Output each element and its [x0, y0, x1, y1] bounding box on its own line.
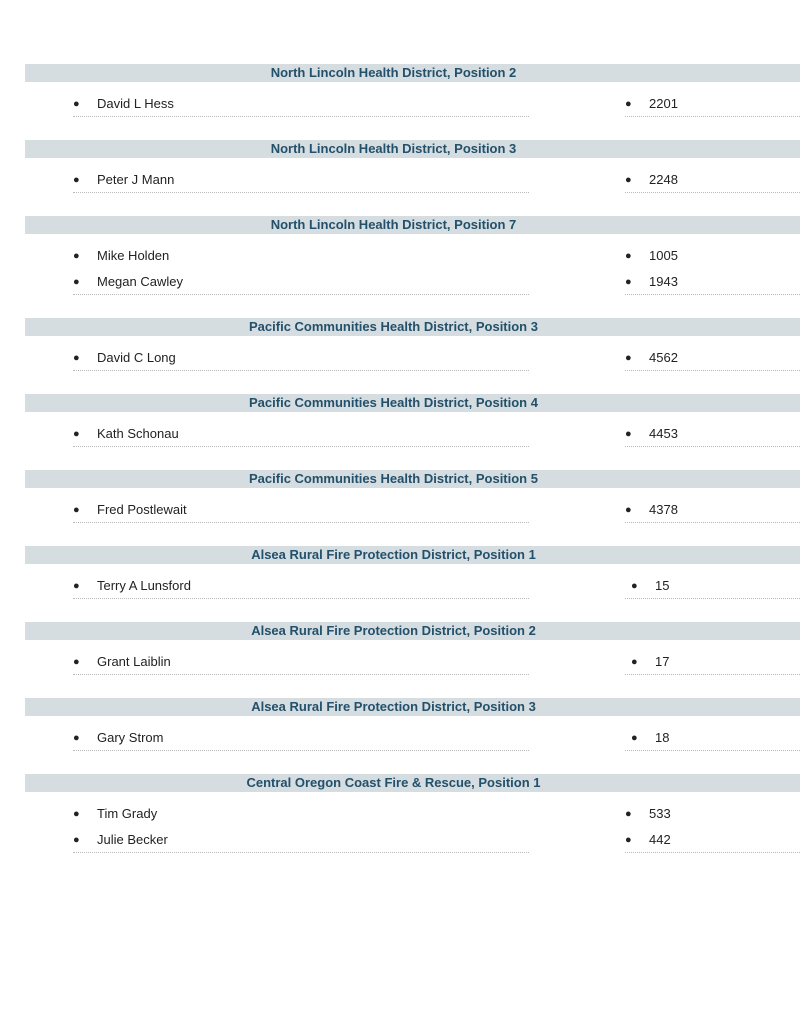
contest-title: North Lincoln Health District, Position 3	[25, 140, 800, 158]
vote-count: 1005	[649, 248, 678, 263]
vote-count-cell	[625, 649, 800, 675]
vote-count: 15	[655, 578, 670, 593]
vote-count: 4453	[649, 426, 678, 441]
candidate-name: Mike Holden	[97, 248, 170, 263]
candidate-name-cell	[73, 421, 529, 447]
vote-count-cell	[625, 573, 800, 599]
candidate-row	[25, 91, 800, 117]
contest-title: Pacific Communities Health District, Position 5	[25, 470, 800, 488]
contest-section	[25, 140, 800, 193]
bullet-icon: ●	[625, 174, 632, 186]
candidate-name: Peter J Mann	[97, 172, 175, 187]
candidate-name-cell	[73, 167, 529, 193]
vote-count-cell	[625, 421, 800, 447]
vote-count: 18	[655, 730, 670, 745]
candidate-list	[25, 497, 800, 523]
candidate-row	[25, 649, 800, 675]
candidate-row	[25, 801, 800, 827]
contest-title: North Lincoln Health District, Position 2	[25, 64, 800, 82]
contest-section	[25, 394, 800, 447]
contest-section	[25, 318, 800, 371]
candidate-name: David C Long	[97, 350, 176, 365]
vote-count: 2201	[649, 96, 678, 111]
bullet-icon: ●	[73, 428, 80, 440]
candidate-row	[25, 167, 800, 193]
bullet-icon: ●	[73, 174, 80, 186]
contest-title: Central Oregon Coast Fire & Rescue, Position 1	[25, 774, 800, 792]
candidate-row	[25, 827, 800, 853]
bullet-icon: ●	[73, 250, 80, 262]
vote-count-cell	[625, 269, 800, 295]
bullet-icon: ●	[631, 732, 638, 744]
candidate-name-cell	[73, 345, 529, 371]
bullet-icon: ●	[625, 808, 632, 820]
vote-count: 17	[655, 654, 670, 669]
candidate-name-cell	[73, 649, 529, 675]
bullet-icon: ●	[631, 580, 638, 592]
bullet-icon: ●	[73, 580, 80, 592]
candidate-row	[25, 243, 800, 269]
candidate-name-cell	[73, 725, 529, 751]
bullet-icon: ●	[73, 276, 80, 288]
candidate-name: Tim Grady	[97, 806, 158, 821]
vote-count-cell	[625, 801, 800, 826]
bullet-icon: ●	[73, 808, 80, 820]
bullet-icon: ●	[73, 732, 80, 744]
vote-count-cell	[625, 725, 800, 751]
candidate-name: Megan Cawley	[97, 274, 183, 289]
candidate-name-cell	[73, 573, 529, 599]
candidate-name: Fred Postlewait	[97, 502, 187, 517]
vote-count: 4378	[649, 502, 678, 517]
bullet-icon: ●	[625, 352, 632, 364]
bullet-icon: ●	[625, 428, 632, 440]
bullet-icon: ●	[73, 834, 80, 846]
candidate-name-cell	[73, 827, 529, 853]
candidate-name: Kath Schonau	[97, 426, 179, 441]
contest-section	[25, 622, 800, 675]
candidate-name-cell	[73, 269, 529, 295]
candidate-name-cell	[73, 801, 529, 826]
candidate-row	[25, 269, 800, 295]
candidate-name: Terry A Lunsford	[97, 578, 191, 593]
contest-section	[25, 64, 800, 117]
bullet-icon: ●	[625, 250, 632, 262]
vote-count-cell	[625, 243, 800, 268]
candidate-row	[25, 421, 800, 447]
candidate-row	[25, 497, 800, 523]
candidate-name-cell	[73, 91, 529, 117]
candidate-list	[25, 573, 800, 599]
contest-title: Pacific Communities Health District, Position 3	[25, 318, 800, 336]
candidate-name-cell	[73, 497, 529, 523]
contest-section	[25, 470, 800, 523]
candidate-name: David L Hess	[97, 96, 174, 111]
vote-count: 1943	[649, 274, 678, 289]
contest-section	[25, 774, 800, 853]
bullet-icon: ●	[73, 504, 80, 516]
contest-title: Alsea Rural Fire Protection District, Position 1	[25, 546, 800, 564]
candidate-name: Grant Laiblin	[97, 654, 171, 669]
contest-section	[25, 216, 800, 295]
candidate-list	[25, 243, 800, 295]
bullet-icon: ●	[73, 656, 80, 668]
candidate-list	[25, 91, 800, 117]
candidate-list	[25, 345, 800, 371]
candidate-name-cell	[73, 243, 529, 268]
bullet-icon: ●	[73, 352, 80, 364]
candidate-list	[25, 421, 800, 447]
candidate-row	[25, 725, 800, 751]
candidate-row	[25, 573, 800, 599]
candidate-list	[25, 801, 800, 853]
contest-title: Alsea Rural Fire Protection District, Position 2	[25, 622, 800, 640]
contest-title: Pacific Communities Health District, Position 4	[25, 394, 800, 412]
vote-count: 442	[649, 832, 671, 847]
vote-count: 533	[649, 806, 671, 821]
candidate-name: Julie Becker	[97, 832, 168, 847]
vote-count-cell	[625, 827, 800, 853]
contest-section	[25, 698, 800, 751]
vote-count: 2248	[649, 172, 678, 187]
candidate-list	[25, 167, 800, 193]
vote-count-cell	[625, 497, 800, 523]
election-results	[25, 64, 800, 876]
contest-title: North Lincoln Health District, Position 7	[25, 216, 800, 234]
vote-count-cell	[625, 167, 800, 193]
bullet-icon: ●	[631, 656, 638, 668]
bullet-icon: ●	[625, 504, 632, 516]
candidate-row	[25, 345, 800, 371]
bullet-icon: ●	[625, 98, 632, 110]
bullet-icon: ●	[625, 834, 632, 846]
bullet-icon: ●	[73, 98, 80, 110]
candidate-name: Gary Strom	[97, 730, 164, 745]
bullet-icon: ●	[625, 276, 632, 288]
vote-count-cell	[625, 345, 800, 371]
vote-count-cell	[625, 91, 800, 117]
candidate-list	[25, 725, 800, 751]
candidate-list	[25, 649, 800, 675]
contest-section	[25, 546, 800, 599]
vote-count: 4562	[649, 350, 678, 365]
contest-title: Alsea Rural Fire Protection District, Position 3	[25, 698, 800, 716]
